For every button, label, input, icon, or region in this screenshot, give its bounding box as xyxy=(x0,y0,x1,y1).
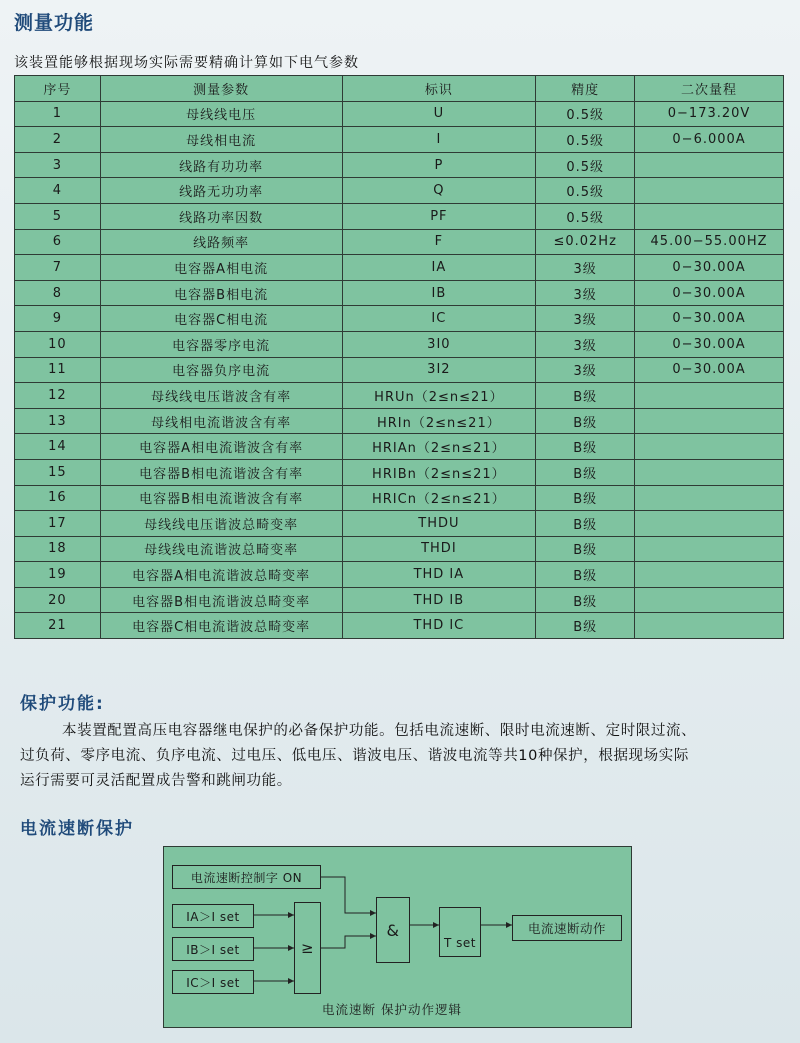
row-parameter: 电容器A相电流谐波含有率 xyxy=(100,434,342,460)
protection-title: 保护功能: xyxy=(20,694,105,714)
row-accuracy: 0.5级 xyxy=(536,178,635,204)
protection-paragraph xyxy=(20,719,780,794)
table-row xyxy=(15,587,784,613)
row-symbol: HRICn（2≤n≤21） xyxy=(342,485,536,511)
table-row xyxy=(15,280,784,306)
row-parameter: 线路无功功率 xyxy=(100,178,342,204)
row-index: 21 xyxy=(15,613,101,639)
row-index: 4 xyxy=(15,178,101,204)
row-accuracy: 0.5级 xyxy=(536,127,635,153)
row-range xyxy=(635,383,784,409)
row-accuracy: B级 xyxy=(536,408,635,434)
row-symbol: HRIn（2≤n≤21） xyxy=(342,408,536,434)
row-range: 45.00−55.00HZ xyxy=(635,229,784,255)
table-row xyxy=(15,255,784,281)
row-index: 12 xyxy=(15,383,101,409)
row-accuracy: B级 xyxy=(536,511,635,537)
row-parameter: 电容器A相电流谐波总畸变率 xyxy=(100,562,342,588)
row-accuracy: B级 xyxy=(536,485,635,511)
row-range xyxy=(635,178,784,204)
control-word-box: 电流速断控制字 ON xyxy=(172,865,321,889)
row-parameter: 电容器零序电流 xyxy=(100,331,342,357)
row-parameter: 电容器C相电流谐波总畸变率 xyxy=(100,613,342,639)
row-symbol: HRIAn（2≤n≤21） xyxy=(342,434,536,460)
row-index: 6 xyxy=(15,229,101,255)
row-index: 11 xyxy=(15,357,101,383)
header-index: 序号 xyxy=(15,76,101,102)
row-symbol: THDU xyxy=(342,511,536,537)
timer-block xyxy=(439,907,481,957)
table-row xyxy=(15,306,784,332)
table-row xyxy=(15,357,784,383)
table-row xyxy=(15,562,784,588)
row-parameter: 电容器B相电流谐波含有率 xyxy=(100,459,342,485)
and-gate: & xyxy=(376,897,410,963)
timer-label: T set xyxy=(444,936,476,950)
table-header-row xyxy=(15,76,784,102)
measure-intro: 该装置能够根据现场实际需要精确计算如下电气参数 xyxy=(14,55,359,71)
row-parameter: 电容器B相电流谐波总畸变率 xyxy=(100,587,342,613)
row-symbol: Q xyxy=(342,178,536,204)
row-range xyxy=(635,408,784,434)
row-range xyxy=(635,434,784,460)
row-index: 15 xyxy=(15,459,101,485)
row-parameter: 母线线电流谐波总畸变率 xyxy=(100,536,342,562)
table-row xyxy=(15,152,784,178)
row-symbol: THD IC xyxy=(342,613,536,639)
header-parameter: 测量参数 xyxy=(100,76,342,102)
row-index: 5 xyxy=(15,203,101,229)
row-index: 19 xyxy=(15,562,101,588)
row-range xyxy=(635,587,784,613)
protection-line: 运行需要可灵活配置成告警和跳闸功能。 xyxy=(20,773,292,789)
row-symbol: IB xyxy=(342,280,536,306)
protection-line: 本装置配置高压电容器继电保护的必备保护功能。包括电流速断、限时电流速断、定时限过流、 xyxy=(62,723,697,739)
row-index: 10 xyxy=(15,331,101,357)
row-accuracy: B级 xyxy=(536,562,635,588)
output-box: 电流速断动作 xyxy=(512,915,622,941)
row-index: 16 xyxy=(15,485,101,511)
row-parameter: 线路功率因数 xyxy=(100,203,342,229)
row-accuracy: 0.5级 xyxy=(536,101,635,127)
row-accuracy: ≤0.02Hz xyxy=(536,229,635,255)
table-row xyxy=(15,408,784,434)
row-range xyxy=(635,485,784,511)
row-accuracy: 3级 xyxy=(536,357,635,383)
row-symbol: P xyxy=(342,152,536,178)
table-row xyxy=(15,178,784,204)
row-range xyxy=(635,203,784,229)
row-range xyxy=(635,562,784,588)
row-range: 0−6.000A xyxy=(635,127,784,153)
row-range xyxy=(635,613,784,639)
row-range: 0−30.00A xyxy=(635,280,784,306)
measure-title: 测量功能 xyxy=(14,12,95,34)
row-range: 0−30.00A xyxy=(635,306,784,332)
row-parameter: 母线相电流谐波含有率 xyxy=(100,408,342,434)
header-accuracy: 精度 xyxy=(536,76,635,102)
quickbreak-title: 电流速断保护 xyxy=(20,819,134,839)
row-parameter: 电容器B相电流谐波含有率 xyxy=(100,485,342,511)
row-range: 0−30.00A xyxy=(635,255,784,281)
row-symbol: HRUn（2≤n≤21） xyxy=(342,383,536,409)
row-symbol: I xyxy=(342,127,536,153)
row-accuracy: B级 xyxy=(536,613,635,639)
row-range xyxy=(635,536,784,562)
row-symbol: HRIBn（2≤n≤21） xyxy=(342,459,536,485)
input-ic-box: IC＞I set xyxy=(172,970,254,994)
row-symbol: 3I0 xyxy=(342,331,536,357)
table-row xyxy=(15,127,784,153)
row-parameter: 线路频率 xyxy=(100,229,342,255)
row-accuracy: 3级 xyxy=(536,331,635,357)
row-parameter: 电容器A相电流 xyxy=(100,255,342,281)
table-row xyxy=(15,101,784,127)
row-range xyxy=(635,511,784,537)
row-parameter: 电容器B相电流 xyxy=(100,280,342,306)
row-range: 0−30.00A xyxy=(635,331,784,357)
row-index: 17 xyxy=(15,511,101,537)
row-accuracy: B级 xyxy=(536,434,635,460)
row-symbol: PF xyxy=(342,203,536,229)
row-index: 20 xyxy=(15,587,101,613)
row-symbol: U xyxy=(342,101,536,127)
row-symbol: IC xyxy=(342,306,536,332)
diagram-caption: 电流速断 保护动作逻辑 xyxy=(322,1002,462,1017)
or-gate: ≥ xyxy=(294,902,321,994)
table-row xyxy=(15,536,784,562)
table-row xyxy=(15,459,784,485)
measure-table xyxy=(14,75,784,639)
row-index: 3 xyxy=(15,152,101,178)
row-accuracy: 0.5级 xyxy=(536,203,635,229)
input-ib-box: IB＞I set xyxy=(172,937,254,961)
row-parameter: 母线相电流 xyxy=(100,127,342,153)
row-parameter: 线路有功功率 xyxy=(100,152,342,178)
row-parameter: 母线线电压谐波总畸变率 xyxy=(100,511,342,537)
logic-diagram xyxy=(163,846,632,1028)
row-symbol: THD IB xyxy=(342,587,536,613)
table-row xyxy=(15,434,784,460)
row-accuracy: 3级 xyxy=(536,280,635,306)
row-index: 9 xyxy=(15,306,101,332)
table-row xyxy=(15,485,784,511)
row-parameter: 电容器负序电流 xyxy=(100,357,342,383)
table-row xyxy=(15,229,784,255)
row-symbol: THDI xyxy=(342,536,536,562)
input-ia-box: IA＞I set xyxy=(172,904,254,928)
row-range: 0−173.20V xyxy=(635,101,784,127)
row-range xyxy=(635,152,784,178)
table-row xyxy=(15,331,784,357)
row-index: 14 xyxy=(15,434,101,460)
row-accuracy: 0.5级 xyxy=(536,152,635,178)
row-parameter: 电容器C相电流 xyxy=(100,306,342,332)
table-row xyxy=(15,511,784,537)
header-range: 二次量程 xyxy=(635,76,784,102)
row-range: 0−30.00A xyxy=(635,357,784,383)
table-row xyxy=(15,613,784,639)
row-index: 18 xyxy=(15,536,101,562)
row-index: 7 xyxy=(15,255,101,281)
row-accuracy: 3级 xyxy=(536,255,635,281)
row-accuracy: 3级 xyxy=(536,306,635,332)
row-parameter: 母线线电压 xyxy=(100,101,342,127)
row-accuracy: B级 xyxy=(536,536,635,562)
row-accuracy: B级 xyxy=(536,383,635,409)
row-accuracy: B级 xyxy=(536,587,635,613)
row-range xyxy=(635,459,784,485)
table-row xyxy=(15,383,784,409)
row-accuracy: B级 xyxy=(536,459,635,485)
protection-line: 过负荷、零序电流、负序电流、过电压、低电压、谐波电压、谐波电流等共10种保护，根据现场实际 xyxy=(20,748,689,764)
table-row xyxy=(15,203,784,229)
row-symbol: IA xyxy=(342,255,536,281)
row-index: 8 xyxy=(15,280,101,306)
row-symbol: THD IA xyxy=(342,562,536,588)
row-index: 13 xyxy=(15,408,101,434)
row-parameter: 母线线电压谐波含有率 xyxy=(100,383,342,409)
row-symbol: 3I2 xyxy=(342,357,536,383)
row-index: 2 xyxy=(15,127,101,153)
row-symbol: F xyxy=(342,229,536,255)
row-index: 1 xyxy=(15,101,101,127)
header-symbol: 标识 xyxy=(342,76,536,102)
